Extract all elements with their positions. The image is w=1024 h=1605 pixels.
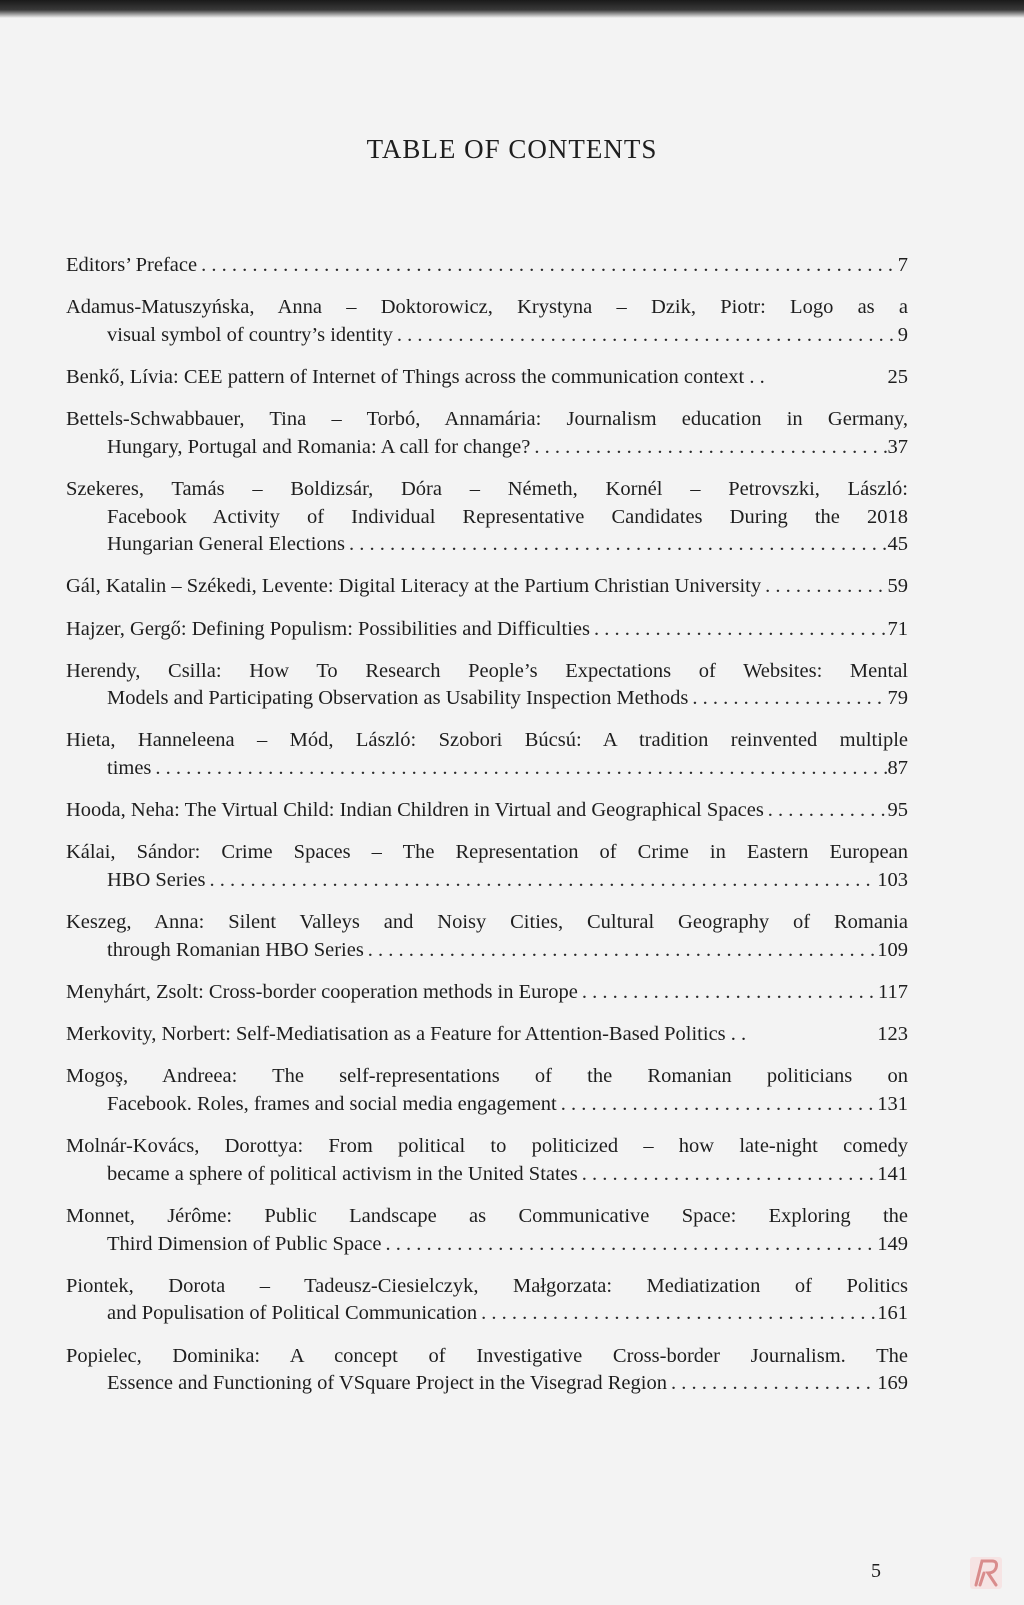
toc-page-number: 9	[897, 323, 908, 346]
toc-entry-line: Kálai, Sándor: Crime Spaces – The Representation of Crime in Eastern European	[66, 841, 908, 864]
toc-entry-line: Adamus-Matuszyńska, Anna – Doktorowicz, Krystyna – Dzik, Piotr: Logo as a	[66, 296, 908, 319]
toc-entry-line: Herendy, Csilla: How To Research People’s Expectations of Websites: Mental	[66, 659, 908, 682]
toc-entry-line: Keszeg, Anna: Silent Valleys and Noisy Cities, Cultural Geography of Romania	[66, 911, 908, 934]
toc-entry-line: Bettels-Schwabbauer, Tina – Torbó, Annamária: Journalism education in Germany,	[66, 408, 908, 431]
toc-entry	[66, 1343, 908, 1398]
toc-entry-title: Hungary, Portugal and Romania: A call for change?	[107, 435, 531, 458]
toc-entry-continuation	[66, 322, 908, 350]
toc-entry	[66, 1063, 908, 1118]
toc-page-number: 37	[887, 435, 908, 458]
toc-entry	[66, 727, 908, 782]
toc-entry-continuation	[66, 1370, 908, 1398]
toc-entry	[66, 1133, 908, 1188]
dot-leader	[578, 979, 878, 1007]
toc-entry-title: Third Dimension of Public Space	[107, 1232, 382, 1255]
toc-entry-line: Popielec, Dominika: A concept of Investigative Cross-border Journalism. The	[66, 1344, 908, 1367]
publisher-logo-icon	[966, 1553, 1006, 1593]
toc-entry-continuation	[66, 937, 908, 965]
dot-leader	[530, 434, 887, 462]
toc-entry-title: became a sphere of political activism in the United States	[107, 1162, 578, 1185]
toc-entry	[66, 573, 908, 601]
toc-entry-title: Benkő, Lívia: CEE pattern of Internet of Things across the communication context . .	[66, 365, 765, 388]
toc-entry	[66, 1021, 908, 1049]
toc-entry-continuation: Facebook Activity of Individual Representative Candidates During the 2018	[107, 505, 908, 528]
toc-entry-continuation	[66, 755, 908, 783]
dot-leader	[688, 685, 887, 713]
dot-leader	[197, 252, 898, 280]
toc-entry-line	[66, 616, 908, 644]
toc-page-number: 123	[877, 1023, 908, 1046]
toc-page-number: 149	[877, 1232, 908, 1255]
toc-entry-continuation	[66, 685, 908, 713]
toc-page-number: 7	[897, 254, 908, 276]
toc-entry	[66, 979, 908, 1007]
page-top-shadow	[0, 0, 1024, 18]
toc-page-number: 71	[887, 617, 908, 640]
toc-entry-line	[66, 573, 908, 601]
toc-entry-title: Models and Participating Observation as Usability Inspection Methods	[107, 687, 689, 710]
toc-page-number: 169	[877, 1372, 908, 1395]
page-number: 5	[871, 1560, 881, 1582]
toc-entry	[66, 364, 908, 392]
dot-leader	[151, 755, 887, 783]
toc-entry-title: Hungarian General Elections	[107, 533, 345, 556]
toc-page-number: 59	[887, 575, 908, 598]
toc-entry-line	[66, 1021, 908, 1049]
toc-entry-line: Szekeres, Tamás – Boldizsár, Dóra – Németh, Kornél – Petrovszki, László:	[66, 477, 908, 500]
page-title: TABLE OF CONTENTS	[366, 134, 658, 164]
toc-entry-continuation	[66, 531, 908, 559]
toc-entry	[66, 658, 908, 713]
toc-entry-line: Hieta, Hanneleena – Mód, László: Szobori Búcsú: A tradition reinvented multiple	[66, 729, 908, 752]
toc-entry-title: HBO Series	[107, 869, 206, 892]
toc-page-number: 45	[887, 533, 908, 556]
toc-entry-continuation	[66, 1300, 908, 1328]
toc-entry-title: Facebook. Roles, frames and social media engagement	[107, 1092, 557, 1115]
toc-page-number: 141	[877, 1162, 908, 1185]
toc-entry-title: Merkovity, Norbert: Self-Mediatisation as a Feature for Attention-Based Politics . .	[66, 1023, 747, 1046]
dot-leader	[381, 1231, 877, 1259]
dot-leader	[477, 1300, 877, 1328]
toc-entry	[66, 252, 908, 280]
toc-entry-continuation	[66, 1091, 908, 1119]
dot-leader	[364, 937, 877, 965]
dot-leader	[590, 616, 888, 644]
toc-entry-line	[66, 797, 908, 825]
toc-entry-title: Hajzer, Gergő: Defining Populism: Possibilities and Difficulties	[66, 617, 590, 640]
toc-entry-title: Gál, Katalin – Székedi, Levente: Digital Literacy at the Partium Christian University	[66, 575, 762, 598]
toc-entry	[66, 839, 908, 894]
toc-entry-line	[66, 252, 908, 280]
toc-page-number: 95	[887, 799, 908, 822]
toc-entry-title: Menyhárt, Zsolt: Cross-border cooperation methods in Europe	[66, 981, 578, 1003]
dot-leader	[393, 322, 898, 350]
toc-entry-title: through Romanian HBO Series	[107, 938, 364, 961]
table-of-contents	[66, 252, 908, 1412]
toc-entry	[66, 1203, 908, 1258]
toc-page-number: 103	[877, 869, 908, 892]
toc-entry	[66, 406, 908, 461]
toc-entry-line	[66, 979, 908, 1007]
toc-entry-line: Monnet, Jérôme: Public Landscape as Communicative Space: Exploring the	[66, 1204, 908, 1227]
toc-entry-continuation	[66, 867, 908, 895]
dot-leader	[345, 531, 888, 559]
toc-entry-title: and Populisation of Political Communication	[107, 1302, 478, 1325]
dot-leader	[667, 1370, 877, 1398]
dot-leader	[557, 1091, 878, 1119]
dot-leader	[206, 867, 878, 895]
toc-page-number: 25	[887, 365, 908, 388]
toc-entry-line: Molnár-Kovács, Dorottya: From political to politicized – how late-night comedy	[66, 1135, 908, 1158]
toc-page-number: 161	[877, 1302, 908, 1325]
dot-leader	[578, 1161, 877, 1189]
toc-page-number: 117	[878, 981, 908, 1003]
toc-entry	[66, 616, 908, 644]
toc-entry-title: Essence and Functioning of VSquare Project in the Visegrad Region	[107, 1372, 667, 1395]
toc-entry-title: Hooda, Neha: The Virtual Child: Indian Children in Virtual and Geographical Spaces	[66, 799, 764, 822]
toc-entry-line: Piontek, Dorota – Tadeusz-Ciesielczyk, Małgorzata: Mediatization of Politics	[66, 1274, 908, 1297]
toc-page-number: 131	[877, 1092, 908, 1115]
toc-entry-continuation	[66, 1161, 908, 1189]
toc-entry-line: Mogoş, Andreea: The self-representations of the Romanian politicians on	[66, 1065, 908, 1088]
toc-entry	[66, 797, 908, 825]
toc-entry-continuation	[66, 434, 908, 462]
toc-entry-title: times	[107, 757, 152, 780]
dot-leader	[764, 797, 888, 825]
toc-entry-title: visual symbol of country’s identity	[107, 323, 393, 346]
toc-page-number: 87	[887, 757, 908, 780]
toc-entry-line	[66, 364, 908, 392]
toc-entry	[66, 1273, 908, 1328]
toc-entry	[66, 476, 908, 559]
toc-entry	[66, 909, 908, 964]
toc-entry	[66, 294, 908, 349]
toc-page-number: 79	[887, 687, 908, 710]
dot-leader	[761, 573, 887, 601]
toc-entry-title: Editors’ Preface	[66, 254, 198, 276]
toc-entry-continuation	[66, 1231, 908, 1259]
toc-page-number: 109	[877, 938, 908, 961]
